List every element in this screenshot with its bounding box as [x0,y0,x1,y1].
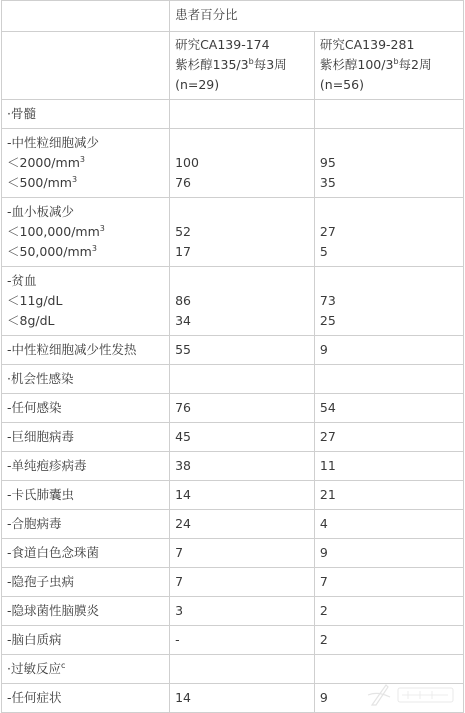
value-cell [170,129,315,198]
study-regimen: 紫杉醇135/3$^b$每3周 [175,57,287,72]
sub-label: ＜11g/dL [7,293,63,308]
value-cell: 9 [314,539,463,568]
table-row [2,198,464,267]
value-cell: 45 [170,423,315,452]
study-regimen: 紫杉醇100/3$^b$每2周 [319,57,432,72]
value: 34 [175,313,191,328]
value: 73 [319,293,336,308]
table-row [2,452,464,481]
table-row [2,568,464,597]
adverse-events-table [1,0,464,713]
value-cell: 11 [314,452,463,481]
table-row [2,100,464,129]
value-cell: 7 [170,568,315,597]
table-row [2,626,464,655]
value: 17 [175,244,191,259]
value-cell: 21 [314,481,463,510]
header-row-group [2,1,464,32]
row-label-cell [2,267,170,336]
empty-cell [314,365,463,394]
value: 35 [319,175,336,190]
empty-cell [314,100,463,129]
value-cell: 9 [314,336,463,365]
sub-label: $<100,000/mm^3$ [7,224,105,239]
value-cell: 76 [170,394,315,423]
table-row [2,481,464,510]
study-name: 研究CA139-174 [175,37,270,52]
value-cell: 38 [170,452,315,481]
row-label: -中性粒细胞减少性发热 [2,336,170,365]
table-row [2,336,464,365]
row-label: -隐孢子虫病 [2,568,170,597]
value: 86 [175,293,191,308]
value-cell: 2 [314,626,463,655]
table-row [2,423,464,452]
group-title: 患者百分比 [170,1,464,32]
value: 95 [319,155,336,170]
value-cell [314,129,463,198]
value: 25 [319,313,336,328]
value-cell [170,198,315,267]
sub-label: $<500/mm^3$ [7,175,78,190]
value-cell: 14 [170,684,315,713]
value-cell: 7 [314,568,463,597]
row-label: -贫血 [7,273,37,288]
study-header-281 [314,32,463,100]
value: 76 [175,175,191,190]
value-cell: 14 [170,481,315,510]
value-cell [314,198,463,267]
sub-label: $<2000/mm^3$ [7,155,85,170]
row-label: -隐球菌性脑膜炎 [2,597,170,626]
value-cell: 55 [170,336,315,365]
category-label: ·机会性感染 [2,365,170,394]
table-row [2,597,464,626]
value: 52 [175,224,191,239]
value-cell: 3 [170,597,315,626]
header-empty-cell [2,1,170,32]
value-cell [314,267,463,336]
study-n: (n=29) [175,77,220,92]
sub-label: $<50,000/mm^3$ [7,244,97,259]
study-name: 研究CA139-281 [319,37,415,52]
table-row [2,129,464,198]
category-label: ·骨髓 [2,100,170,129]
row-label: -卡氏肺囊虫 [2,481,170,510]
value-cell: 24 [170,510,315,539]
value: 100 [175,155,199,170]
value-cell: 7 [170,539,315,568]
value-cell: 2 [314,597,463,626]
empty-cell [170,100,315,129]
value-cell: 54 [314,394,463,423]
category-label: ·过敏反应$^c$ [2,655,170,684]
row-label-cell [2,129,170,198]
value-cell: 4 [314,510,463,539]
row-label: -任何症状 [2,684,170,713]
row-label: -合胞病毒 [2,510,170,539]
row-label: -任何感染 [2,394,170,423]
table-row [2,539,464,568]
value-cell [170,267,315,336]
row-label: -食道白色念珠菌 [2,539,170,568]
sub-label: ＜8g/dL [7,313,55,328]
value: 27 [319,224,336,239]
value-cell: 27 [314,423,463,452]
row-label: -脑白质病 [2,626,170,655]
value: 5 [319,244,328,259]
row-label-cell [2,198,170,267]
empty-cell [170,365,315,394]
watermark-logo-icon [364,679,459,709]
study-header-174 [170,32,315,100]
table-row [2,365,464,394]
study-n: (n=56) [319,77,364,92]
row-label: -巨细胞病毒 [2,423,170,452]
table-row [2,510,464,539]
row-label: -中性粒细胞减少 [7,135,100,150]
header-empty-cell [2,32,170,100]
table-row [2,394,464,423]
row-label: -血小板减少 [7,204,75,219]
empty-cell [170,655,315,684]
value-cell: 9 [314,684,463,713]
value-cell: - [170,626,315,655]
row-label: -单纯疱疹病毒 [2,452,170,481]
table-row [2,267,464,336]
header-row-studies [2,32,464,100]
